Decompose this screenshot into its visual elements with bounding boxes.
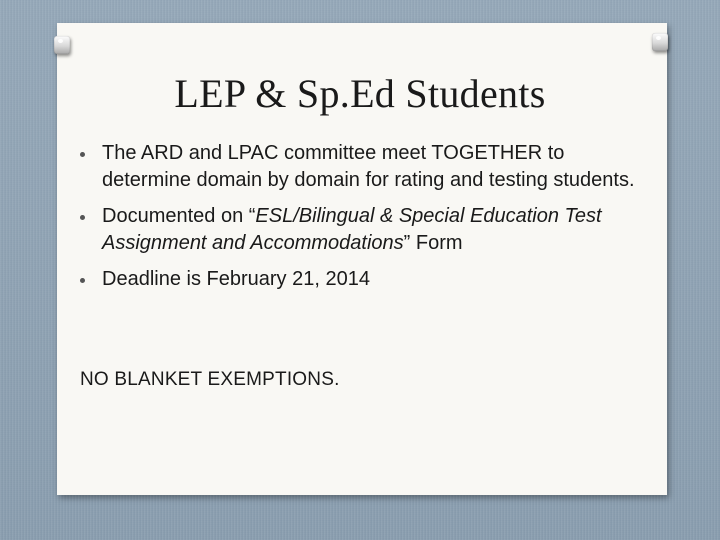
bullet-list	[78, 140, 658, 302]
pushpin-icon	[652, 33, 668, 51]
bullet-dot-icon	[80, 152, 85, 157]
slide-title: LEP & Sp.Ed Students	[174, 71, 546, 116]
bullet-item	[78, 140, 658, 194]
bullet-text: The ARD and LPAC committee meet TOGETHER to determine domain by domain for rating and testing students.	[102, 142, 635, 191]
bullet-text-prefix: Documented on “	[102, 205, 256, 227]
bullet-text-suffix: ” Form	[403, 232, 463, 254]
bullet-dot-icon	[80, 215, 85, 220]
bullet-item	[78, 203, 658, 257]
closing-note: NO BLANKET EXEMPTIONS.	[80, 369, 340, 390]
pushpin-icon	[54, 36, 70, 54]
bullet-dot-icon	[80, 278, 85, 283]
bullet-text-italic: ESL/Bilingual & Special Education Test Assignment and Accommodations	[102, 205, 602, 254]
bullet-item	[78, 266, 658, 293]
bullet-text: Deadline is February 21, 2014	[102, 268, 370, 290]
